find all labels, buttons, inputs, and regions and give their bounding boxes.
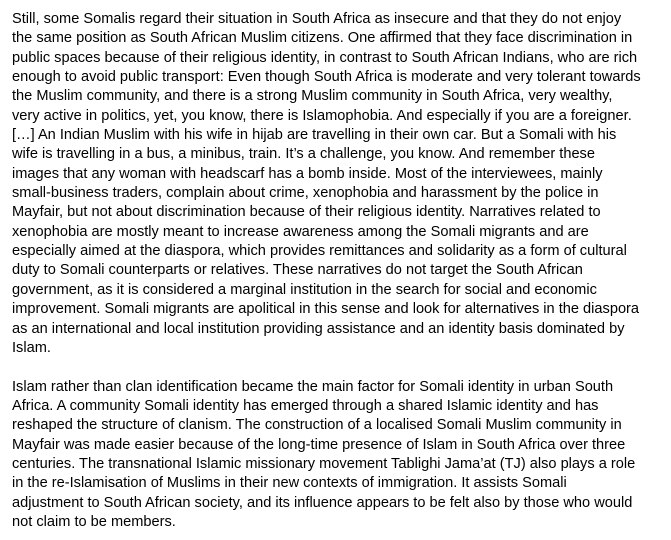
paragraph-islamic-identity: Islam rather than clan identification became the main factor for Somali identity in urban South Africa. A community Somali identity has emerged through a shared Islamic identity and has reshaped the structure of clanism. The construction of a localised Somali Muslim community in Mayfair was made easier because of the long-time presence of Islam in South Africa over three centuries. The transnational Islamic missionary movement Tablighi Jama’at (TJ) also plays a role in the re-Islamisation of Muslims in their new contexts of immigration. It assists Somali adjustment to South African society, and its influence appears to be felt also by those who would not claim to be members. (12, 378, 636, 530)
paragraph-somali-insecurity: Still, some Somalis regard their situation in South Africa as insecure and that they do not enjoy the same position as South African Muslim citizens. One affirmed that they face discrimination in public spaces because of their religious identity, in contrast to South African Indians, who are rich enough to avoid public transport: Even though South Africa is moderate and very tolerant towards the Muslim community, and there is a strong Muslim community in South Africa, very wealthy, very active in politics, yet, you know, there is Islamophobia. And especially if you are a foreigner. […] An Indian Muslim with his wife in hijab are travelling in their own car. But a Somali with his wife is travelling in a bus, a minibus, train. It’s a challenge, you know. And remember these images that any woman with headscarf has a bomb inside. Most of the interviewees, mainly small-business traders, complain about crime, xenophobia and harassment by the police in Mayfair, but not about discrimination because of their religious identity. Narratives related to xenophobia are mostly meant to increase awareness among the Somali migrants and are especially aimed at the diaspora, which provides remittances and solidarity as a form of cultural duty to Somali counterparts or relatives. These narratives do not target the South African government, as it is considered a marginal institution in the search for social and economic improvement. Somali migrants are apolitical in this sense and look for alternatives in the diaspora as an international and local institution providing assistance and an identity basis dominated by Islam. (12, 11, 641, 356)
document-body (12, 10, 642, 532)
